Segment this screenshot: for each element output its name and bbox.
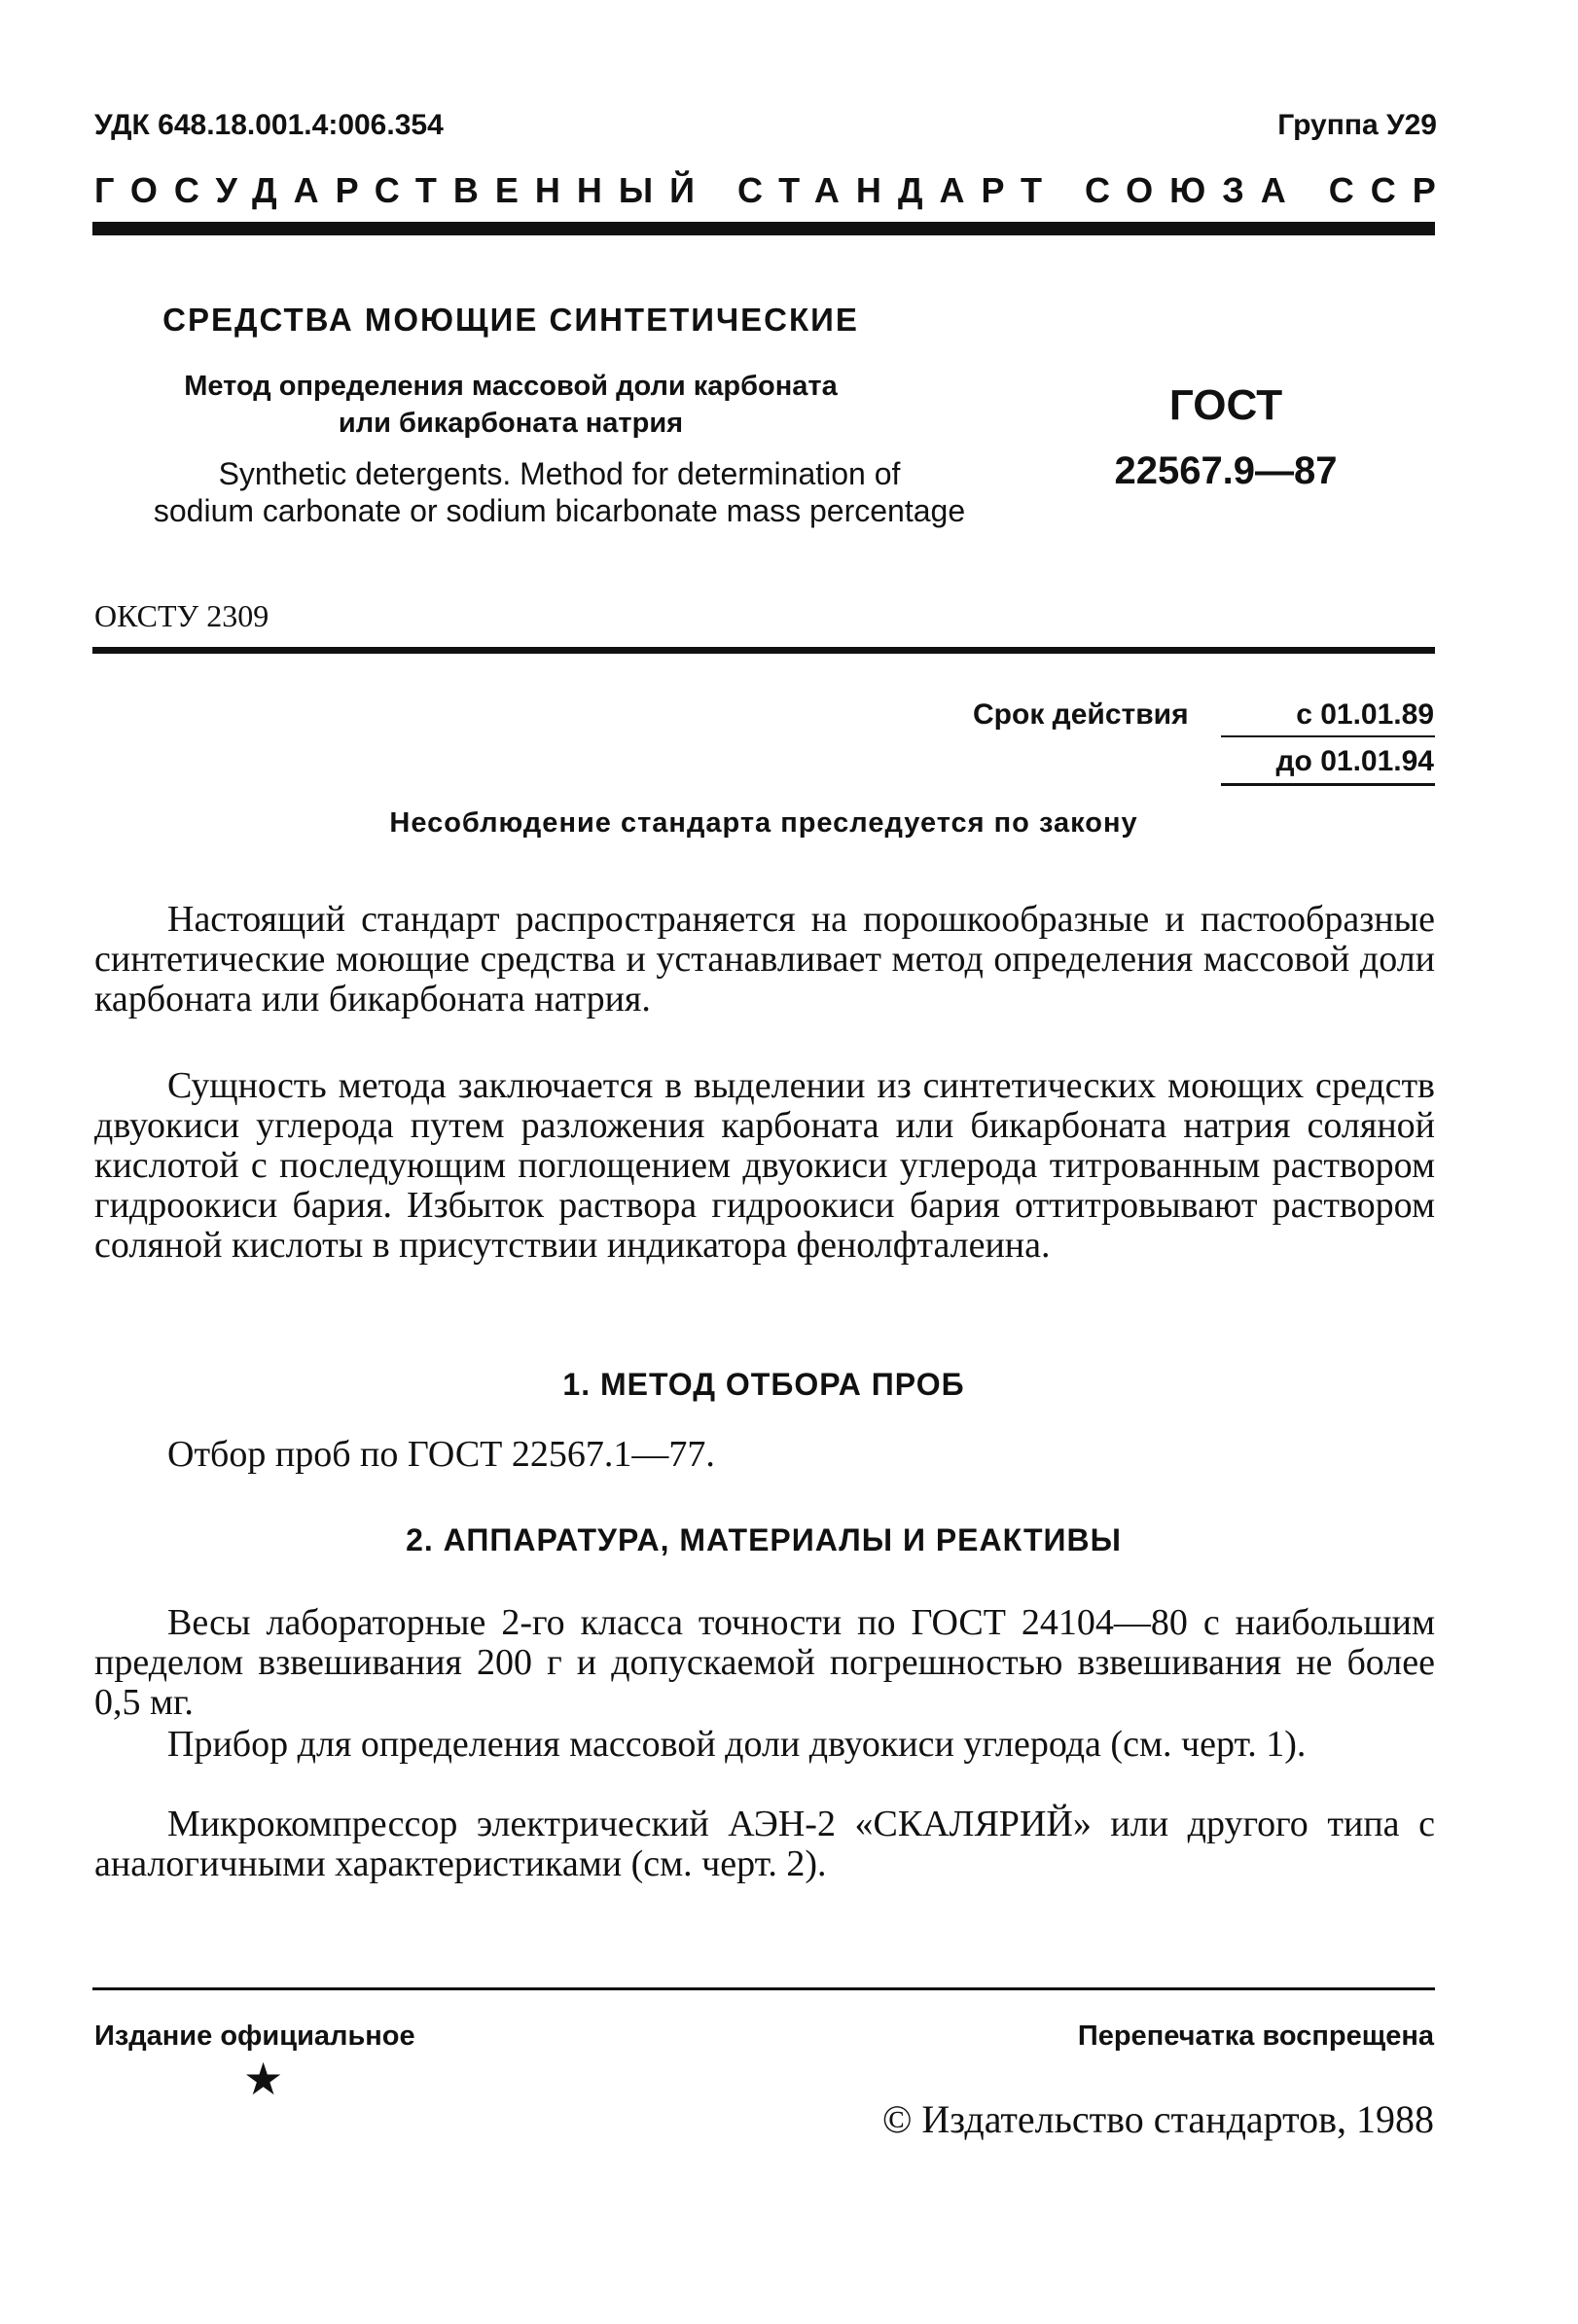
document-subtitle (92, 368, 929, 442)
validity-to: до 01.01.94 (1275, 745, 1434, 777)
header-rule (92, 222, 1435, 235)
english-title-line-1: Synthetic detergents. Method for determination of (218, 456, 901, 491)
okstu-code: ОКСТУ 2309 (94, 598, 269, 633)
validity-label: Срок действия (973, 698, 1189, 731)
section-2-heading: 2. АППАРАТУРА, МАТЕРИАЛЫ И РЕАКТИВЫ (406, 1522, 1122, 1557)
reprint-prohibited-label: Перепечатка воспрещена (1077, 2020, 1434, 2052)
english-title-line-2: sodium carbonate or sodium bicarbonate mass percentage (153, 493, 966, 528)
footer-rule (92, 1987, 1435, 1990)
english-title (92, 455, 1026, 529)
legal-notice: Несоблюдение стандарта преследуется по закону (389, 807, 1138, 839)
validity-underline-1 (1221, 735, 1435, 737)
gost-label: ГОСТ (1168, 381, 1283, 429)
intro-paragraph-1: Настоящий стандарт распространяется на порошкообразные и пастообразные синтетические моющие средства и устанавливает метод определения массовой доли карбоната или бикарбоната натрия. (94, 899, 1435, 1019)
intro-paragraph-2: Сущность метода заключается в выделении из синтетических моющих средств двуокиси углерода путем разложения карбоната или бикарбоната натрия соляной кислотой с последующим поглощением двуокиси углерода титрованным раствором гидроокиси бария. Избыток раствора гидроокиси бария оттитровывают раствором соляной кислоты в присутствии индикатора фенолфталеина. (94, 1065, 1435, 1266)
group-code: Группа У29 (1277, 109, 1437, 141)
section-1-text: Отбор проб по ГОСТ 22567.1—77. (167, 1434, 715, 1475)
gost-number: 22567.9—87 (1114, 449, 1338, 492)
star-icon: ★ (243, 2055, 284, 2104)
section-2-paragraph-3: Микрокомпрессор электрический АЭН-2 «СКАЛЯРИЙ» или другого типа с аналогичными характеристиками (см. черт. 2). (94, 1804, 1435, 1884)
publisher-copyright: © Издательство стандартов, 1988 (881, 2097, 1434, 2141)
subtitle-line-2: или бикарбоната натрия (338, 408, 684, 439)
section-2-paragraph-2: Прибор для определения массовой доли двуокиси углерода (см. черт. 1). (167, 1724, 1307, 1765)
official-edition-label: Издание официальное (94, 2020, 415, 2052)
udk-code: УДК 648.18.001.4:006.354 (94, 109, 444, 141)
section-2-paragraph-1: Весы лабораторные 2-го класса точности по ГОСТ 24104—80 с наибольшим пределом взвешивания 200 г и допускаемой погрешностью взвешивания не более 0,5 мг. (94, 1602, 1435, 1723)
document-title: СРЕДСТВА МОЮЩИЕ СИНТЕТИЧЕСКИЕ (162, 302, 859, 338)
subtitle-line-1: Метод определения массовой доли карбоната (184, 371, 838, 402)
validity-from: с 01.01.89 (1296, 698, 1434, 731)
section-1-heading: 1. МЕТОД ОТБОРА ПРОБ (562, 1367, 965, 1402)
state-standard-banner: ГОСУДАРСТВЕННЫЙ СТАНДАРТ СОЮЗА ССР (94, 170, 1452, 210)
validity-underline-2 (1221, 783, 1435, 786)
title-block-rule (92, 647, 1435, 654)
